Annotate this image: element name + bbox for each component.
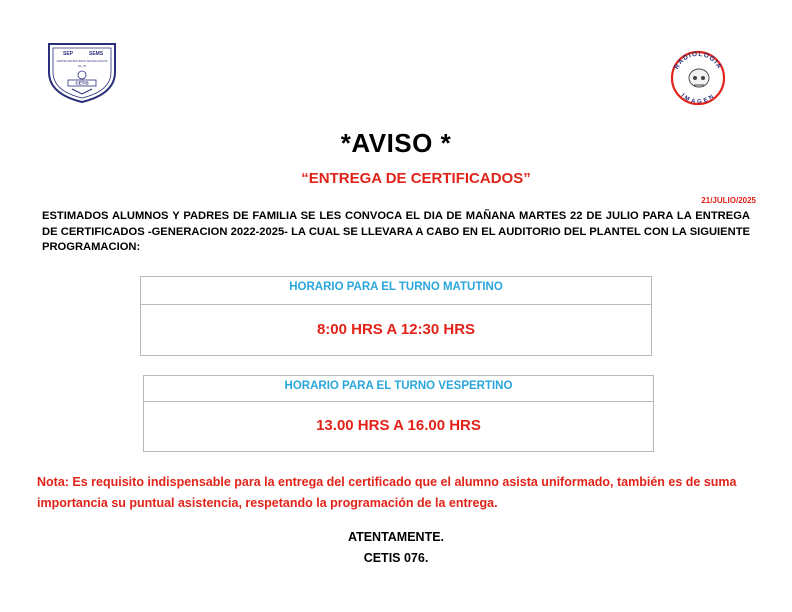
schedule-morning-time: 8:00 HRS A 12:30 HRS [316, 321, 476, 338]
schedule-afternoon-box [143, 375, 654, 452]
subtitle: “ENTREGA DE CERTIFICADOS” [301, 170, 531, 187]
note-text: Nota: Es requisito indispensable para la entrega del certificado que el alumno asista uniformado, también es de suma importancia su puntual asistencia, respetando la programación de la entrega. [37, 475, 737, 510]
schedule-afternoon-time: 13.00 HRS A 16.00 HRS [316, 417, 481, 434]
logo-banner-text: CETIS [75, 80, 89, 86]
logo-imagen-text: IMAGEN [679, 92, 717, 106]
logo-sep-text: SEP [63, 51, 74, 57]
radiology-logo [668, 50, 728, 106]
page-title: *AVISO * [340, 128, 452, 158]
schedule-morning-heading: HORARIO PARA EL TURNO MATUTINO [141, 277, 651, 305]
notice-body: ESTIMADOS ALUMNOS Y PADRES DE FAMILIA SE LES CONVOCA EL DIA DE MAÑANA MARTES 22 DE JULIO PARA LA ENTREGA DE CERTIFICADOS -GENERACION 2022-2025- LA CUAL SE LLEVARA A CABO EN EL AUDITORIO DEL PLANTEL CON LA SIGUIENTE PROGRAMACION: [42, 210, 750, 253]
signature-school: CETIS 076. [363, 551, 429, 565]
logo-number-text: No. 76 [77, 64, 87, 68]
logo-radiologia-text: RADIOLOGIA [673, 50, 723, 71]
signature-closing: ATENTAMENTE. [347, 530, 445, 544]
school-logo [46, 42, 118, 104]
logo-sems-text: SEMS [89, 51, 104, 57]
notice-date: 21/JULIO/2025 [701, 196, 756, 205]
schedule-morning-box [140, 276, 652, 356]
schedule-afternoon-heading: HORARIO PARA EL TURNO VESPERTINO [144, 376, 653, 402]
logo-caption-text: CENTRO DE ESTUDIOS TECNOLOGICOS [56, 60, 108, 63]
